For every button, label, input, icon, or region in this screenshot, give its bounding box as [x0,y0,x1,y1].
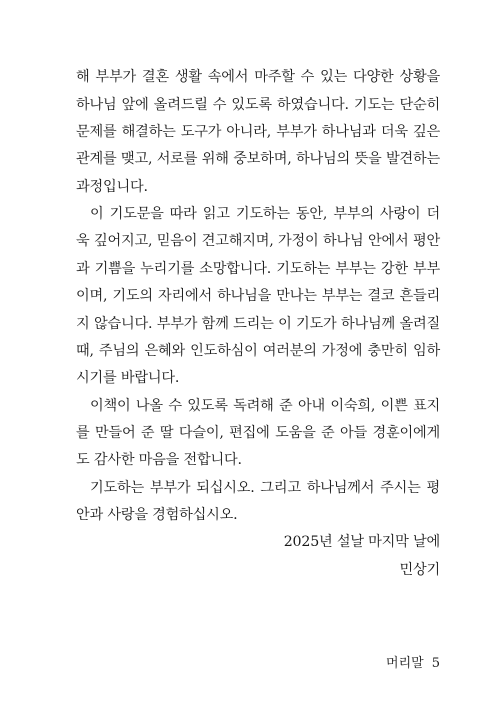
text-line: 문제를 해결하는 도구가 아니라, 부부가 하나님과 더욱 깊은 [76,124,440,140]
text-line: 안과 사랑을 경험하십시오. [76,507,238,523]
page-footer [386,655,440,673]
footer-section-title: 머리말 [386,656,424,671]
text-line: 관계를 맺고, 서로를 위해 중보하며, 하나님의 뜻을 발견하는 [76,151,440,167]
signature-author: 민상기 [399,562,440,578]
text-line: 욱 깊어지고, 믿음이 견고해지며, 가정이 하나님 안에서 평안 [76,233,440,249]
text-line: 도 감사한 마음을 전합니다. [76,452,242,468]
text-line: 이며, 기도의 자리에서 하나님을 만나는 부부는 결코 흔들리 [76,288,440,304]
text-line: 이 기도문을 따라 읽고 기도하는 동안, 부부의 사랑이 더 [90,206,440,222]
text-line: 이책이 나올 수 있도록 독려해 준 아내 이숙희, 이쁜 표지 [90,398,440,414]
text-line: 시기를 바랍니다. [76,370,180,386]
page-number: 5 [431,656,440,671]
text-line: 하나님 앞에 올려드릴 수 있도록 하였습니다. 기도는 단순히 [76,97,440,113]
text-line: 지 않습니다. 부부가 함께 드리는 이 기도가 하나님께 올려질 [76,316,440,332]
text-line: 해 부부가 결혼 생활 속에서 마주할 수 있는 다양한 상황을 [76,69,440,85]
text-line: 때, 주님의 은혜와 인도하심이 여러분의 가정에 충만히 임하 [76,343,440,359]
text-line: 기도하는 부부가 되십시오. 그리고 하나님께서 주시는 평 [90,480,440,496]
text-line: 과 기쁨을 누리기를 소망합니다. 기도하는 부부는 강한 부부 [76,261,440,277]
text-line: 를 만들어 준 딸 다슬이, 편집에 도움을 준 아들 경훈이에게 [76,425,440,441]
signature-date: 2025년 설날 마지막 날에 [283,534,440,550]
text-line: 과정입니다. [76,179,148,195]
